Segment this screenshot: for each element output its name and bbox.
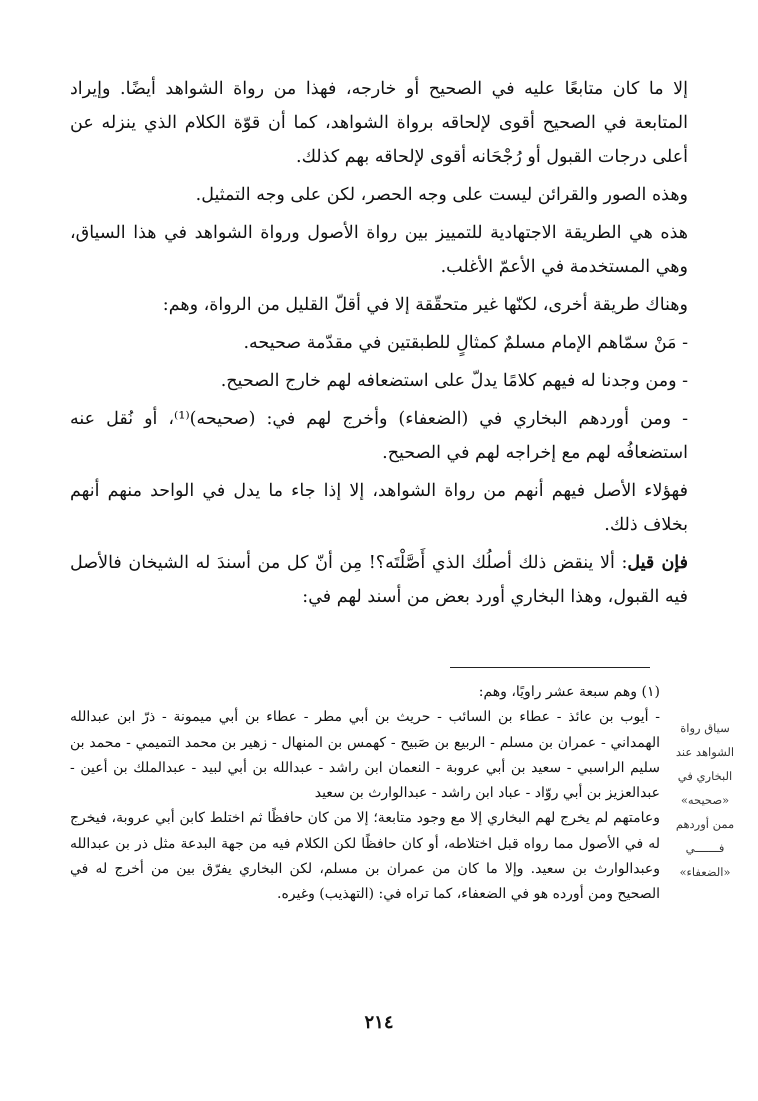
margin-note-line: «صحيحه»: [680, 793, 730, 807]
margin-note-line: سياق رواة: [680, 721, 730, 735]
margin-note-line: البخاري في: [677, 769, 733, 783]
margin-note-line: فـــــــي: [685, 841, 725, 855]
margin-note-line: الشواهد عند: [675, 745, 735, 759]
paragraph-1: إلا ما كان متابعًا عليه في الصحيح أو خارجه، فهذا من رواة الشواهد أيضًا. وإيراد المتابعة في الصحيح أقوى لإلحاقه برواة الشواهد، كما أن قوّة الكلام الذي ينزله عن أعلى درجات القبول أو رُجْحَانه أقوى لإلحاقه بهم كذلك.: [70, 79, 688, 167]
paragraph-3: هذه هي الطريقة الاجتهادية للتمييز بين رواة الأصول ورواة الشواهد في هذا السياق، وهي المستخدمة في الأعمّ الأغلب.: [70, 223, 688, 277]
objection-text: : ألا ينقض ذلك أصلُك الذي أَصَّلْتَه؟! مِن أنّ كل من أسندَ له الشيخان فالأصل فيه القبول، وهذا البخاري أورد بعض من أسند لهم في:: [70, 553, 688, 607]
margin-note-line: ممن أوردهم: [675, 817, 735, 831]
list-item-1: - مَنْ سمّاهم الإمام مسلمٌ كمثالٍ للطبقتين في مقدّمة صحيحه.: [243, 333, 688, 353]
main-text: [70, 72, 688, 618]
footnote-intro-text: وهم سبعة عشر راويًا، وهم:: [478, 684, 638, 700]
paragraph-5: فهؤلاء الأصل فيهم أنهم من رواة الشواهد، إلا إذا جاء ما يدل في الواحد منهم أنهم بخلاف ذلك.: [70, 481, 688, 535]
footnote-intro: [70, 680, 660, 705]
paragraph-6: [70, 546, 688, 614]
paragraph-4: وهناك طريقة أخرى، لكنّها غير متحقّقة إلا في أقلّ القليل من الرواة، وهم:: [162, 295, 688, 315]
footnote-body: وعامتهم لم يخرج لهم البخاري إلا مع وجود متابعة؛ إلا من كان حافظًا ثم اختلط كابن أبي عروبة، فيخرج له في الأصول مما رواه قبل اختلاطه، أو كان حافظًا لكن الكلام فيه من جهة البدعة مثل ذر بن عبدالله وعبدالوارث بن سعيد. وإلا ما كان من عمران بن مسلم، لكن البخاري يفرّق بين من أخرج له في الصحيح ومن أورده هو في الضعفاء، كما تراه في: (التهذيب) وغيره.: [70, 810, 660, 903]
page-number: ٢١٤: [364, 1012, 394, 1033]
margin-note: [670, 716, 740, 884]
margin-note-line: «الضعفاء»: [679, 865, 731, 879]
footnotes: [70, 680, 660, 908]
objection-lead: فإن قيل: [627, 553, 688, 573]
list-item-2: - ومن وجدنا له فيهم كلامًا يدلّ على استضعافه لهم خارج الصحيح.: [220, 371, 688, 391]
paragraph-2: وهذه الصور والقرائن ليست على وجه الحصر، لكن على وجه التمثيل.: [195, 185, 688, 205]
footnote-list: - أيوب بن عائذ - عطاء بن السائب - حريث بن أبي مطر - عطاء بن أبي ميمونة - ذرّ ابن عبدالله الهمداني - عمران بن مسلم - الربيع بن صَبيح - كهمس بن المنهال - زهير بن محمد التميمي - محمد بن سليم الراسبي - سعيد بن أبي عروبة - النعمان ابن راشد - عبدالله بن أبي لبيد - عبدالملك بن أعين - عبدالعزيز بن أبي روّاد - عباد ابن راشد - عبدالوارث بن سعيد: [70, 709, 660, 802]
footnote-separator: [450, 667, 650, 668]
list-item-3: - ومن أوردهم البخاري في (الضعفاء) وأخرج لهم في: (صحيحه)⁽¹⁾، أو نُقل عنه استضعافُه لهم مع إخراجه لهم في الصحيح.: [70, 409, 689, 463]
footnote-marker: (١): [641, 684, 660, 700]
